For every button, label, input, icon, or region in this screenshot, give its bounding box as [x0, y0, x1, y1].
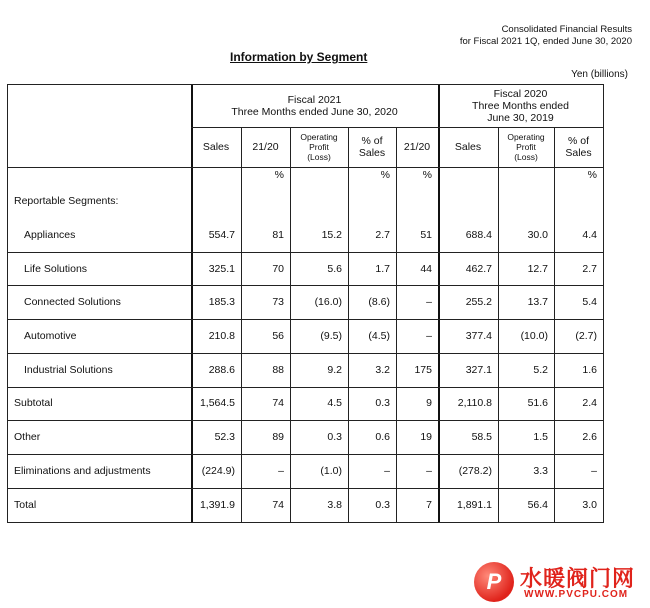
group-header-fy2021	[191, 85, 438, 127]
col-header-pct-2020-line-2: Sales	[565, 147, 592, 159]
table-cell-op20: 1.5	[533, 431, 548, 444]
table-cell-r1: 73	[272, 296, 284, 309]
table-cell-pct20: 2.6	[582, 431, 597, 444]
table-cell-sales21: 52.3	[214, 431, 235, 444]
table-cell-op21: (9.5)	[320, 329, 342, 342]
col-header-op-2021-line-2: Profit	[309, 142, 329, 152]
col-header-op-2021-line-1: Operating	[300, 132, 338, 142]
table-cell-sales20: 2,110.8	[457, 397, 492, 410]
col-header-sales-2021: Sales	[202, 141, 230, 153]
table-cell-r1: 70	[272, 262, 284, 275]
unit-pct: %	[380, 169, 390, 181]
unit-pct: %	[587, 169, 597, 181]
table-cell-op20: 51.6	[527, 397, 548, 410]
table-cell-sales21: 554.7	[208, 228, 235, 241]
table-cell-sales20: (278.2)	[458, 464, 492, 477]
table-cell-r2: 175	[414, 363, 432, 376]
col-header-ratio2-2021: 21/20	[403, 141, 431, 153]
table-cell-pct21: 2.7	[375, 228, 390, 241]
table-cell-op21: 9.2	[327, 363, 342, 376]
col-header-pct-2021-line-2: Sales	[358, 147, 386, 159]
table-cell-pct20: 3.0	[582, 498, 597, 511]
table-cell-pct21: 3.2	[375, 363, 390, 376]
unit-label: Yen (billions)	[571, 69, 628, 80]
report-header-line2: for Fiscal 2021 1Q, ended June 30, 2020	[459, 36, 632, 47]
group-header-fy2020-line-2: Three Months ended	[472, 100, 569, 112]
unit-pct: %	[422, 169, 432, 181]
table-row-label: Life Solutions	[24, 262, 88, 275]
table-cell-r1: 89	[272, 431, 284, 444]
table-cell-r1: 74	[272, 397, 284, 410]
table-cell-op20: 5.2	[533, 363, 548, 376]
unit-pct: %	[274, 169, 284, 181]
table-cell-sales20: 688.4	[465, 228, 492, 241]
table-cell-pct21: –	[384, 464, 390, 477]
table-cell-pct21: (8.6)	[368, 296, 390, 309]
table-cell-pct21: 0.3	[375, 397, 390, 410]
table-cell-sales21: 210.8	[208, 329, 235, 342]
table-cell-op20: 13.7	[527, 296, 548, 309]
table-row-label: Eliminations and adjustments	[14, 464, 151, 477]
table-cell-r2: 51	[420, 228, 432, 241]
table-cell-sales21: 1,391.9	[199, 498, 235, 511]
table-row-label: Subtotal	[14, 397, 53, 410]
group-header-fy2020	[438, 85, 603, 127]
col-header-sales-2020: Sales	[454, 141, 482, 153]
report-header-line1: Consolidated Financial Results	[501, 24, 632, 35]
table-cell-pct20: 2.7	[582, 262, 597, 275]
table-cell-r2: 7	[426, 498, 432, 511]
table-cell-op21: 3.8	[327, 498, 342, 511]
table-cell-pct21: (4.5)	[368, 329, 390, 342]
table-cell-r1: 81	[272, 228, 284, 241]
col-header-op-2020-line-2: Profit	[516, 142, 536, 152]
table-cell-r2: 9	[426, 397, 432, 410]
group-header-fy2020-line-1: Fiscal 2020	[493, 88, 548, 100]
watermark-text: 水暖阀门网	[520, 567, 636, 592]
segment-table	[7, 84, 604, 523]
table-row-label: Automotive	[24, 329, 77, 342]
table-cell-sales21: 325.1	[208, 262, 235, 275]
table-cell-pct21: 1.7	[375, 262, 390, 275]
table-cell-sales20: 327.1	[465, 363, 492, 376]
page-title: Information by Segment	[230, 50, 368, 64]
table-row-label: Appliances	[24, 228, 76, 241]
table-cell-r2: –	[426, 296, 432, 309]
table-cell-pct21: 0.3	[375, 498, 390, 511]
table-cell-sales21: 185.3	[208, 296, 235, 309]
table-cell-r1: 74	[272, 498, 284, 511]
table-cell-pct20: –	[591, 464, 597, 477]
report-header	[460, 24, 632, 48]
table-cell-r1: –	[278, 464, 284, 477]
watermark-logo-icon: P	[474, 562, 514, 602]
table-cell-sales20: 255.2	[465, 296, 492, 309]
col-header-op-2021-line-3: (Loss)	[307, 152, 331, 162]
table-cell-r2: –	[426, 464, 432, 477]
section-label-reportable: Reportable Segments:	[14, 194, 119, 207]
table-cell-pct20: 5.4	[582, 296, 597, 309]
table-cell-r1: 56	[272, 329, 284, 342]
col-header-op-2020-line-1: Operating	[507, 132, 545, 142]
table-cell-r2: 44	[420, 262, 432, 275]
table-cell-r1: 88	[272, 363, 284, 376]
col-header-pct-2021-line-1: % of	[361, 135, 383, 147]
table-cell-r2: –	[426, 329, 432, 342]
table-cell-sales20: 462.7	[465, 262, 492, 275]
col-header-op-2020	[498, 127, 554, 167]
table-cell-pct20: 4.4	[582, 228, 597, 241]
col-header-op-2021	[290, 127, 348, 167]
watermark-url: WWW.PVCPU.COM	[524, 589, 629, 600]
table-cell-pct20: 2.4	[582, 397, 597, 410]
table-cell-op20: 56.4	[527, 498, 548, 511]
table-cell-sales21: 1,564.5	[199, 397, 235, 410]
table-cell-op21: 4.5	[327, 397, 342, 410]
table-cell-sales20: 58.5	[471, 431, 492, 444]
table-cell-op20: 3.3	[533, 464, 548, 477]
watermark	[474, 562, 644, 604]
group-header-fy2021-line-2: Three Months ended June 30, 2020	[231, 106, 398, 118]
table-row-label: Connected Solutions	[24, 296, 121, 309]
col-header-pct-2020-line-1: % of	[567, 135, 589, 147]
table-cell-sales20: 377.4	[465, 329, 492, 342]
table-cell-op21: (1.0)	[320, 464, 342, 477]
table-cell-op21: 5.6	[327, 262, 342, 275]
group-header-fy2021-line-1: Fiscal 2021	[287, 94, 342, 106]
table-row-label: Industrial Solutions	[24, 363, 113, 376]
table-cell-op20: 12.7	[527, 262, 548, 275]
table-cell-sales20: 1,891.1	[456, 498, 492, 511]
table-cell-pct20: (2.7)	[575, 329, 597, 342]
col-header-pct-2020	[554, 127, 603, 167]
table-row-label: Other	[14, 431, 41, 444]
row-divider-header	[8, 167, 603, 168]
table-cell-pct20: 1.6	[582, 363, 597, 376]
table-cell-op20: 30.0	[527, 228, 548, 241]
table-row-label: Total	[14, 498, 37, 511]
col-header-pct-2021	[348, 127, 396, 167]
group-header-fy2020-line-3: June 30, 2019	[487, 112, 554, 124]
table-cell-op21: (16.0)	[314, 296, 342, 309]
table-cell-sales21: 288.6	[208, 363, 235, 376]
table-cell-pct21: 0.6	[375, 431, 390, 444]
table-cell-op20: (10.0)	[520, 329, 548, 342]
col-header-op-2020-line-3: (Loss)	[514, 152, 538, 162]
table-cell-op21: 0.3	[327, 431, 342, 444]
table-cell-op21: 15.2	[321, 228, 342, 241]
table-cell-r2: 19	[420, 431, 432, 444]
table-cell-sales21: (224.9)	[201, 464, 235, 477]
col-header-ratio-2021: 21/20	[252, 141, 279, 153]
